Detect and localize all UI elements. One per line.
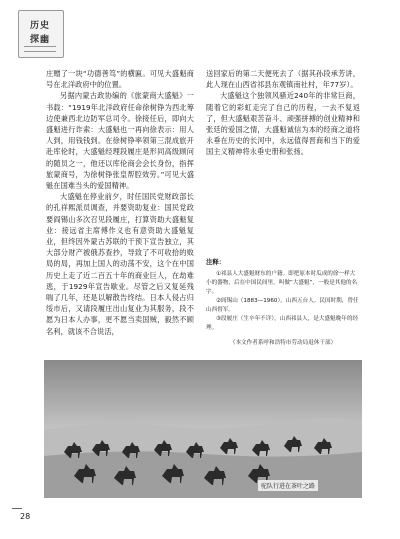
paragraph: 大盛魁在停业前夕，时任国民党财政部长的孔祥熙派员调查，并要资助复业：国民党政要阎锡山多次召见段履庄，打算资助大盛魁复业：接远省主席傅作义也有意资助大盛魁复业，但终因外蒙古苏联的干预下宣告独立，其大部分财产被俄苏查抄，导致了不可收拾的败局的局，再加上国人的动荡不安，这个在中国历史上走了近二百五十年的商业巨人，在劫难逃，于1929年宣告歇业。尽管之后又复延残喘了几年，还是以解散告终结。日本人侵占归绥市后，又请段履庄出山复业为其服务，段不愿为日本人办事，更不愿当卖国贼，毅然不顾名利，就该不合说活，	[46, 192, 194, 336]
footer-rule	[12, 508, 22, 509]
badge-ornament	[24, 46, 56, 52]
right-text-column	[206, 68, 360, 158]
camel-caravan-photo	[44, 360, 362, 498]
photo-image	[44, 360, 362, 498]
footnotes	[206, 258, 360, 348]
column-badge	[18, 10, 62, 56]
footnote-item: ②阎锡山（1883—1960），山西五台人。民国时期，曾任山西督军。	[206, 298, 359, 313]
paragraph: 另据内蒙古政协编的《旅蒙商大盛魁》一书载：“1919年北洋政府任命徐树铮为西北筹边使兼西北边防军总司令。徐接任后，即向大盛魁进行诈索：大盛魁也一再向徐表示：用人人到，用钱钱到。在徐树铮率领第三混成旅开赴库伦时，大盛魁经理段履庄是形同高级顾问的随员之一，他还以库伦商会会长身份，指挥旅蒙商号，为徐树铮张皇帮腔效劳。”可见大盛魁在国难当头的爱国精神。	[46, 91, 194, 191]
page-number: 28	[20, 512, 31, 521]
left-text-column	[46, 68, 194, 337]
author-note: （本文作者系呼和浩特市劳动局退休干部）	[229, 340, 337, 346]
paragraph: 大盛魁这个独领风骚近240年的非常巨商，随着它的彩虹走完了自己的历程，一去不复返了，但大盛魁艰苦奋斗、顽强拼搏的创业精神和张廷的爱国之情，大盛魁诚信为本的经商之道将永垂在历史的长河中，永远值得晋商和当下的爱国主义精神将永垂史册和张扬。	[206, 91, 360, 157]
photo-caption: 驼队行进在茶叶之路	[258, 480, 318, 491]
paragraph: 庄赠了一块“功德善笃”的横匾。可见大盛魁商号在北洋政府中的位置。	[46, 69, 194, 90]
column-title-line1: 历史	[29, 21, 50, 31]
column-title-line2: 探幽	[29, 35, 50, 45]
footnotes-title: 注释：	[206, 258, 226, 266]
footnote-item: ①祁县人大盛魁财东的户籍。即把原本时瓜成的徐一样大小的器物，后在中国民间里，叫做“大盛魁”，一般是其他的名字。	[206, 271, 358, 295]
paragraph: 送回家后的第二天便死去了（据其孙段承芳讲，此人现在山西省祁县东观镇南社村，年77岁）。	[206, 69, 360, 90]
footnote-item: ③段履庄（生卒年不详），山西祁县人，是大盛魁晚年的经理。	[206, 316, 359, 331]
